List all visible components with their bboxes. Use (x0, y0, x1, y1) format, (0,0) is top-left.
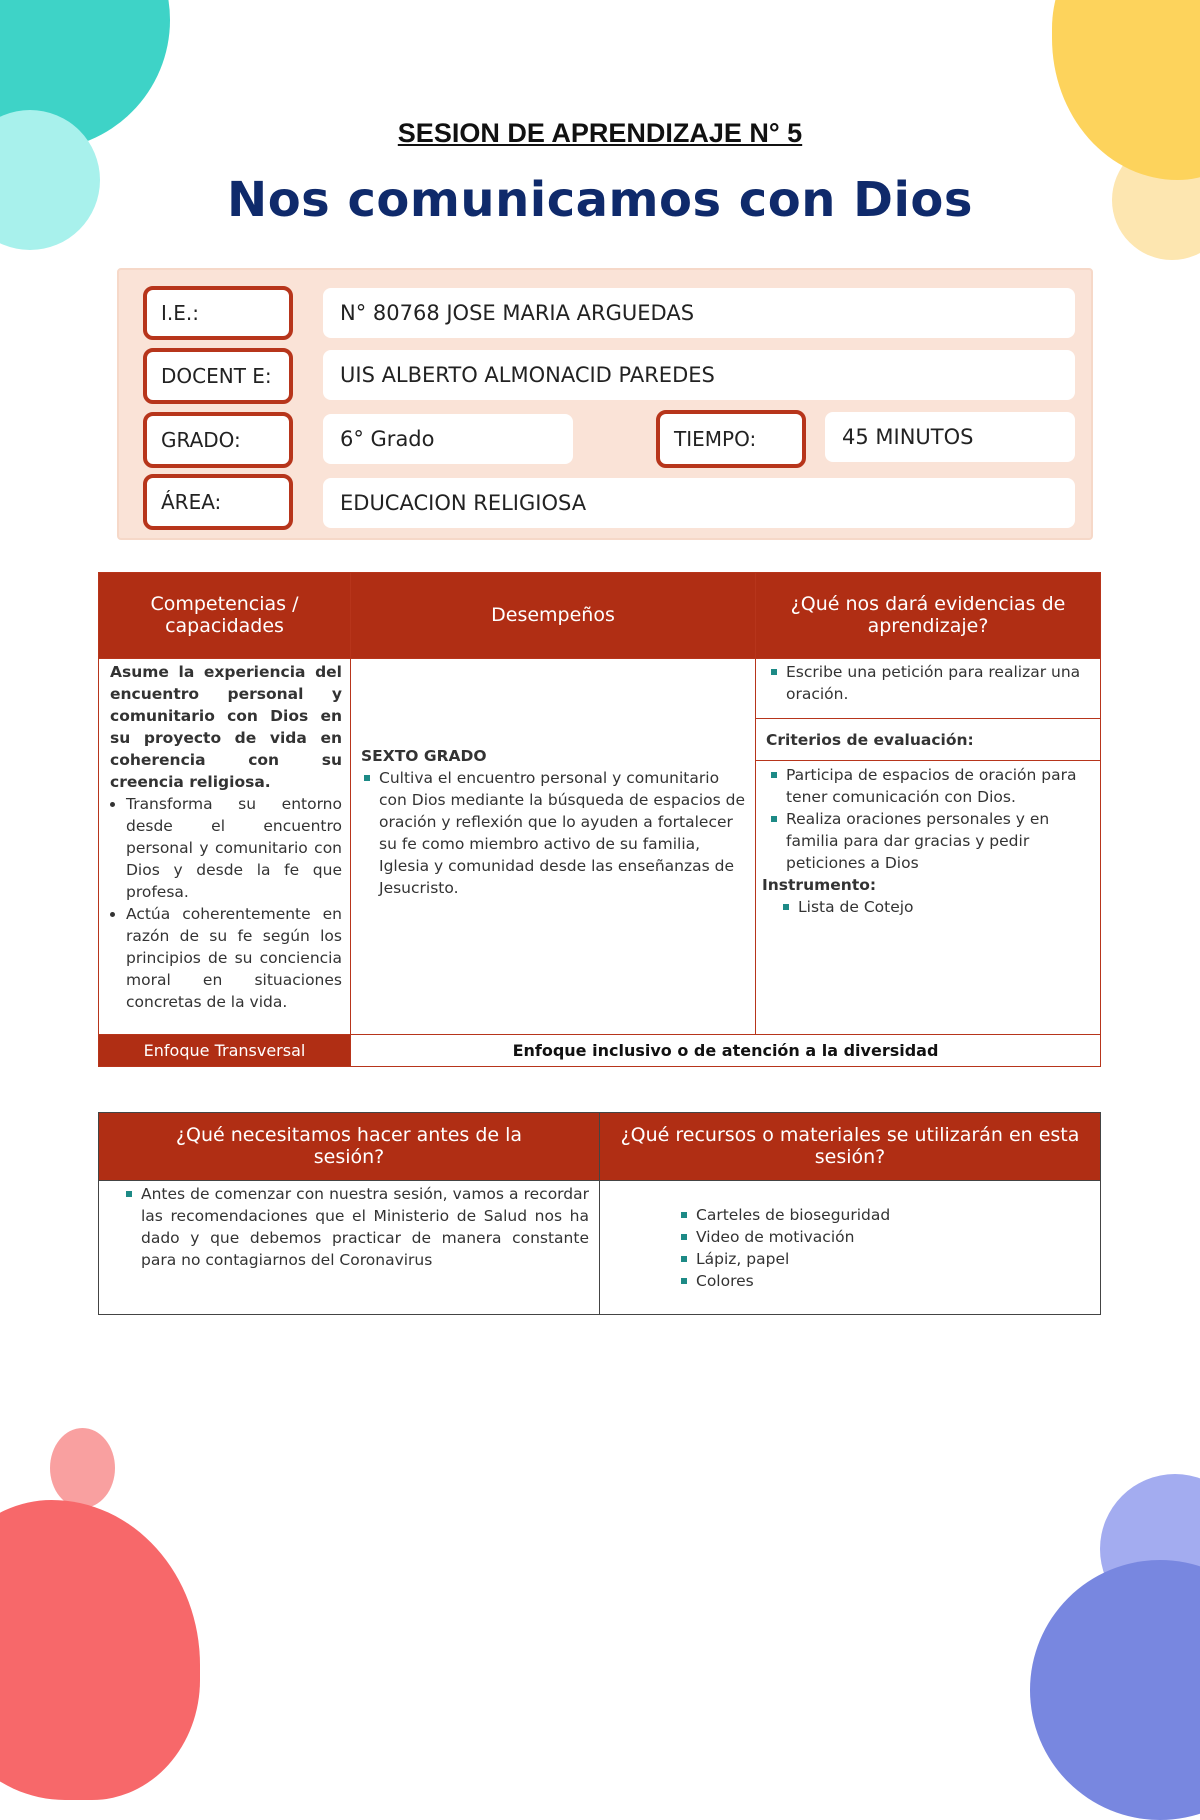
instrumento-label: Instrumento: (762, 876, 877, 894)
desempeno-list (361, 767, 745, 899)
capacidad-item: • Actúa coherentemente en razón de su fe según los principios de su conciencia moral en situaciones concretas de la vida. (126, 903, 342, 1013)
header-evidencias: ¿Qué nos dará evidencias de aprendizaje? (756, 573, 1101, 659)
header-desempenos: Desempeños (351, 573, 756, 659)
criterios-label: Criterios de evaluación: (766, 730, 974, 749)
recursos-list (672, 1204, 1090, 1292)
antes-cell (99, 1181, 600, 1315)
main-title: Nos comunicamos con Dios (227, 172, 973, 228)
preparacion-table (98, 1112, 1101, 1315)
red-blob-large (0, 1500, 200, 1800)
desempeno-grade: SEXTO GRADO (361, 746, 487, 765)
criterios-list (762, 764, 1090, 874)
yellow-blob-large (1052, 0, 1200, 180)
competencia-title: Asume la experiencia del encuentro personal y comunitario con Dios en su proyecto de vida en coherencia con su creencia religiosa. (110, 663, 342, 791)
tiempo-value: 45 MINUTOS (825, 412, 1075, 462)
evidencia-cell (756, 659, 1101, 719)
criterios-cell (756, 761, 1101, 1035)
grado-label: GRADO: (143, 412, 293, 468)
ie-value: N° 80768 JOSE MARIA ARGUEDAS (323, 288, 1075, 338)
criterio-item: Realiza oraciones personales y en familia para dar gracias y pedir peticiones a Dios (786, 808, 1090, 874)
evidencia-item: Escribe una petición para realizar una oración. (786, 661, 1090, 705)
pink-blob-small (50, 1428, 115, 1508)
recurso-item: Lápiz, papel (696, 1248, 1090, 1270)
info-box (117, 268, 1093, 540)
evidencia-list (768, 661, 1090, 705)
criterios-label-cell (756, 719, 1101, 761)
header-antes: ¿Qué necesitamos hacer antes de la sesión? (99, 1113, 600, 1181)
enfoque-value: Enfoque inclusivo o de atención a la diversidad (351, 1035, 1101, 1067)
antes-list (123, 1183, 589, 1271)
competencia-cell (99, 659, 351, 1035)
area-label: ÁREA: (143, 474, 293, 530)
criterio-item: Participa de espacios de oración para tener comunicación con Dios. (786, 764, 1090, 808)
desempeno-item: Cultiva el encuentro personal y comunitario con Dios mediante la búsqueda de espacios de oración y reflexión que lo ayuden a fortalecer su fe como miembro activo de su familia, Iglesia y comunidad desde las enseñanzas de Jesucristo. (379, 768, 745, 897)
ie-label: I.E.: (143, 286, 293, 340)
capacidad-item: • Transforma su entorno desde el encuentro personal y comunitario con Dios y desde la fe que profesa. (126, 793, 342, 903)
tiempo-label: TIEMPO: (656, 410, 806, 468)
capacidades-list (110, 793, 342, 1013)
desempeno-cell (351, 659, 756, 1035)
header-recursos: ¿Qué recursos o materiales se utilizarán en esta sesión? (600, 1113, 1101, 1181)
header-competencias: Competencias / capacidades (99, 573, 351, 659)
recurso-item: Colores (696, 1270, 1090, 1292)
docente-value: UIS ALBERTO ALMONACID PAREDES (323, 350, 1075, 400)
area-value: EDUCACION RELIGIOSA (323, 478, 1075, 528)
grado-value: 6° Grado (323, 414, 573, 464)
competencias-table (98, 572, 1101, 1067)
recursos-cell (600, 1181, 1101, 1315)
session-title: SESION DE APRENDIZAJE N° 5 (397, 118, 803, 148)
violet-blob-large (1030, 1560, 1200, 1820)
antes-item: Antes de comenzar con nuestra sesión, vamos a recordar las recomendaciones que el Ministerio de Salud nos ha dado y que debemos practicar de manera constante para no contagiarnos del Coronavirus (141, 1185, 589, 1269)
enfoque-label: Enfoque Transversal (99, 1035, 351, 1067)
recurso-item: Video de motivación (696, 1226, 1090, 1248)
recurso-item: Carteles de bioseguridad (696, 1204, 1090, 1226)
instrumento-item: Lista de Cotejo (798, 896, 1090, 918)
docente-label: DOCENT E: (143, 348, 293, 404)
instrumento-list (762, 896, 1090, 918)
